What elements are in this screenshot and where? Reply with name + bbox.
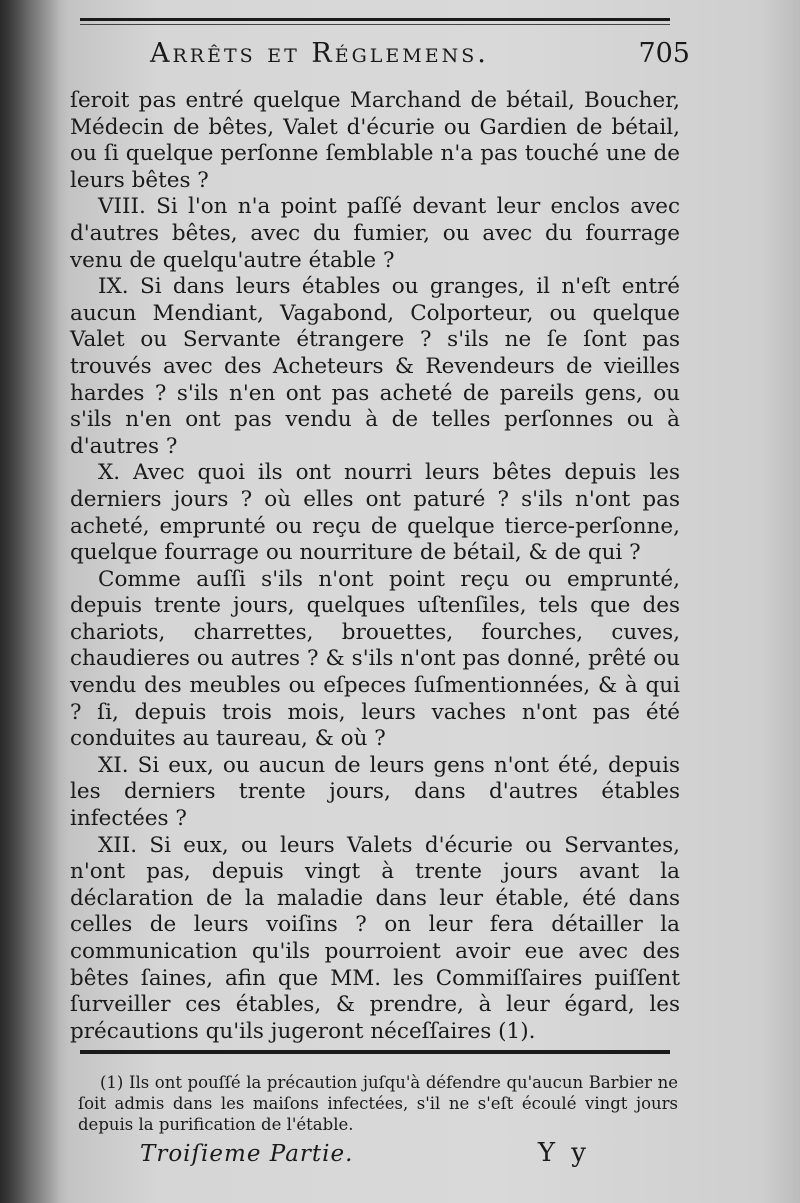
paragraph-article-10: X. Avec quoi ils ont nourri leurs bêtes depuis les derniers jours ? où elles ont paturé ? s'ils n'ont pas acheté, emprunté ou reçu de quelque tierce-perſonne, quelque fourrage ou nourriture de bétail, & de qui ? [70, 460, 680, 566]
signature-mark: Y y [537, 1138, 590, 1168]
footnote-text: (1) Ils ont pouſſé la précaution juſqu'à défendre qu'aucun Barbier ne ſoit admis dans les maiſons infectées, s'il ne s'eſt écoulé vingt jours depuis la purification de l'étable. [78, 1073, 678, 1134]
paragraph-article-8: VIII. Si l'on n'a point paſſé devant leur enclos avec d'autres bêtes, avec du fumier, ou avec du fourrage venu de quelqu'autre étable ? [70, 194, 680, 273]
paragraph-continuation: ſeroit pas entré quelque Marchand de bétail, Boucher, Médecin de bêtes, Valet d'écurie ou Gardien de bétail, ou ſi quelque perſonne ſemblable n'a pas touché une de leurs bêtes ? [70, 88, 680, 193]
binding-shadow [0, 0, 60, 1203]
body-text [70, 88, 680, 1045]
paragraph-comme-aussi: Comme auſſi s'ils n'ont point reçu ou emprunté, depuis trente jours, quelques uſtenſiles, tels que des chariots, charrettes, brouettes, fourches, cuves, chaudieres ou autres ? & s'ils n'ont pas donné, prêté ou vendu des meubles ou eſpeces ſuſmentionnées, & à qui ? ſi, depuis trois mois, leurs vaches n'ont pas été conduites au taureau, & où ? [70, 566, 680, 752]
paragraph-article-12: XII. Si eux, ou leurs Valets d'écurie ou Servantes, n'ont pas, depuis vingt à trente jours avant la déclaration de la maladie dans leur étable, été dans celles de leurs voiſins ? on leur fera détailler la communication qu'ils pourroient avoir eue avec des bêtes ſaines, afin que MM. les Commiſſaires puiſſent ſurveiller ces étables, & prendre, à leur égard, les précautions qu'ils jugeront néceſſaires (1). [70, 832, 680, 1044]
paragraph-article-11: XI. Si eux, ou aucun de leurs gens n'ont été, depuis les derniers trente jours, dans d'autres étables infectées ? [70, 752, 680, 832]
header-rule-thin [80, 24, 670, 25]
part-title: Troiſieme Partie. [140, 1141, 354, 1167]
footnote-rule [80, 1050, 670, 1054]
page-footer [140, 1138, 590, 1168]
running-title: Arrêts et Réglemens. [150, 38, 489, 69]
page-number: 705 [638, 38, 690, 69]
header-rule [80, 18, 670, 21]
footnote [78, 1072, 678, 1135]
paragraph-article-9: IX. Si dans leurs étables ou granges, il n'eſt entré aucun Mendiant, Vagabond, Colporteur, ou quelque Valet ou Servante étrangere ? s'ils ne ſe ſont pas trouvés avec des Acheteurs & Revendeurs de vieilles hardes ? s'ils n'en ont pas acheté de pareils gens, ou s'ils n'en ont pas vendu à de telles perſonnes ou à d'autres ? [70, 274, 680, 459]
page-header [150, 38, 690, 69]
